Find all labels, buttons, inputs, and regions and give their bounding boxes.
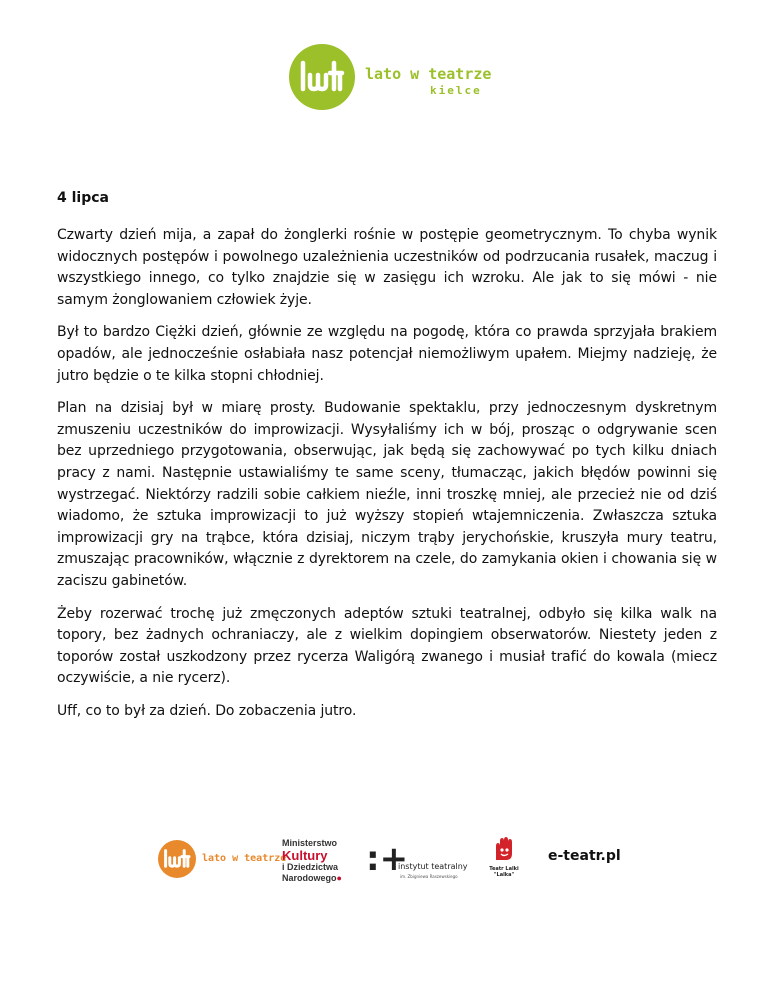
- logo-city: kielce: [430, 84, 482, 97]
- ministry-line1: Ministerstwo: [282, 838, 338, 848]
- institute-symbol: :+: [366, 839, 409, 879]
- institute-name: instytut teatralny: [398, 862, 468, 871]
- lalka-name: Teatr Lalki: [489, 866, 519, 872]
- lalka-sub: "Lalka": [493, 872, 515, 878]
- ministry-line4: Narodowego: [282, 873, 337, 883]
- institute-logo: [366, 839, 468, 879]
- ministry-dot-icon: ●: [336, 873, 342, 883]
- document-date: 4 lipca: [57, 190, 109, 206]
- footer-lwt-mark-icon: [162, 848, 192, 870]
- lwt-logo-circle: [289, 44, 355, 110]
- paragraph: Żeby rozerwać trochę już zmęczonych adeptów sztuki teatralnej, odbyło się kilka walk na topory, bez żadnych ochraniaczy, ale z wielkim dopingiem obserwatorów. Niestety jeden z toporów został uszkodzony przez rycerza Waligórą zwanego i musiał trafić do kowala (miecz oczywiście, a nie rycerz).: [57, 605, 717, 687]
- ministry-line3: i Dziedzictwa: [282, 862, 339, 872]
- lalka-hand-icon: [491, 836, 517, 862]
- document-body: [57, 188, 717, 733]
- footer-lwt-name: lato w teatrze: [202, 853, 287, 864]
- footer-sponsors: [0, 830, 768, 890]
- paragraph: Czwarty dzień mija, a zapał do żonglerki rośnie w postępie geometrycznym. To chyba wynik widocznych postępów i powolnego uzależnienia uczestników od podrzucania rusałek, maczug i wszystkiego innego, co tylko znajdzie się w zasięgu ich wzroku. Ale jak to się mówi - nie samym żonglowaniem człowiek żyje.: [57, 227, 717, 308]
- footer-lwt-circle: [158, 840, 196, 878]
- ministry-logo: [282, 838, 342, 884]
- lalka-theatre-logo: [488, 836, 520, 878]
- institute-sub: im. Zbigniewa Raszewskiego: [400, 874, 458, 879]
- paragraph: Plan na dzisiaj był w miarę prosty. Budowanie spektaklu, przy jednoczesnym dyskretnym zmuszeniu uczestników do improwizacji. Wysyłaliśmy ich w bój, prosząc o odgrywanie scen bez uprzedniego przygotowania, obserwując, jak będą się zachowywać po tych kilku dniach pracy z nami. Następnie ustawialiśmy te same sceny, tłumacząc, jakich błędów powinni się wystrzegać. Niektórzy radzili sobie całkiem nieźle, inni troszkę mniej, ale przecież nie od dziś wiadomo, że sztuka improwizacji to już wyższy stopień wtajemniczenia. Zwłaszcza sztuka improwizacji gry na trąbce, która dzisiaj, niczym trąby jerychońskie, kruszyła mury teatru, zmuszając pracowników, włącznie z dyrektorem na czele, do zamykania okien i chowania się w zaciszu gabinetów.: [57, 400, 717, 589]
- ministry-line2: Kultury: [282, 848, 328, 863]
- lwt-logo-mark-icon: [297, 59, 347, 95]
- logo-name: lato w teatrze: [365, 65, 492, 83]
- paragraph: Był to bardzo Ciężki dzień, głównie ze względu na pogodę, która co prawda sprzyjała brakiem opadów, ale jednocześnie osłabiała nasz potencjał niemożliwym upałem. Miejmy nadzieję, że jutro będzie o te kilka stopni chłodniej.: [57, 324, 717, 384]
- eteatr-logo: e-teatr.pl: [548, 848, 621, 864]
- header-logo: [289, 44, 499, 110]
- paragraph: Uff, co to był za dzień. Do zobaczenia jutro.: [57, 702, 357, 719]
